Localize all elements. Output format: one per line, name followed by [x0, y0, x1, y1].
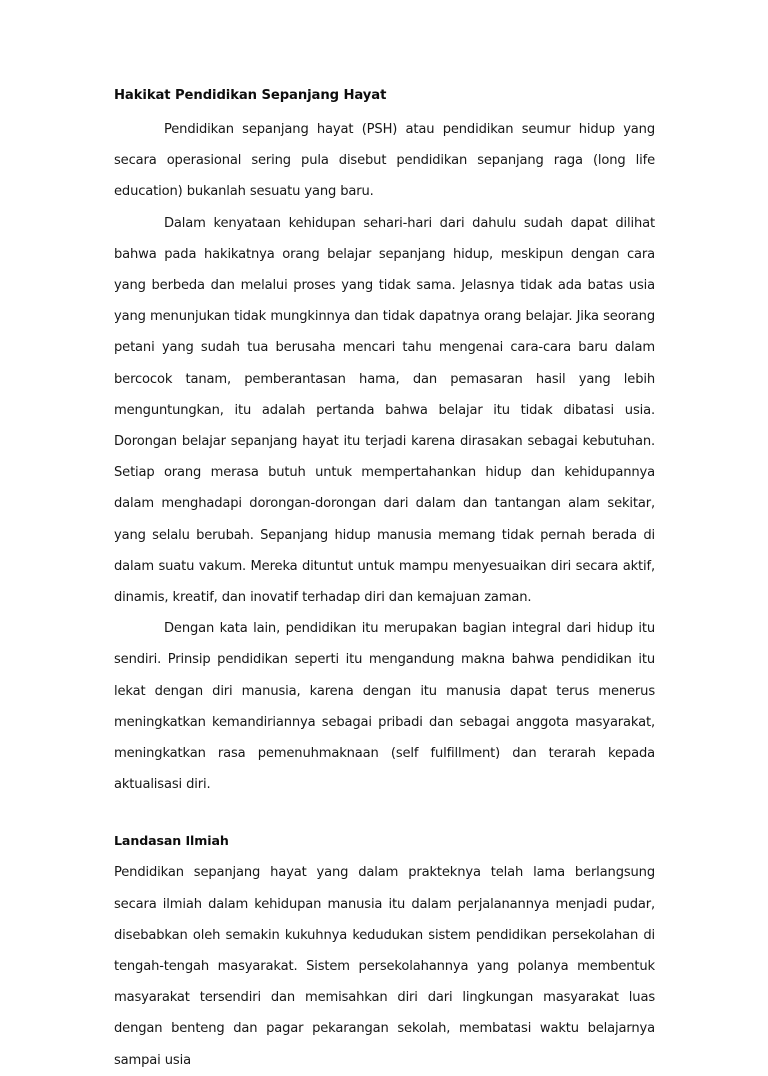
paragraph: Dengan kata lain, pendidikan itu merupakan bagian integral dari hidup itu sendiri. Prinsip pendidikan seperti itu mengandung makna bahwa pendidikan itu lekat dengan diri manusia, karena dengan itu manusia dapat terus menerus meningkatkan kemandiriannya sebagai pribadi dan sebagai anggota masyarakat, meningkatkan rasa pemenuhmaknaan (self fulfillment) dan terarah kepada aktualisasi diri. — [114, 621, 655, 793]
clipped-paragraph-block — [114, 857, 655, 1075]
document-text-column — [114, 86, 655, 1076]
paragraph: Dalam kenyataan kehidupan sehari-hari dari dahulu sudah dapat dilihat bahwa pada hakikatnya orang belajar sepanjang hidup, meskipun dengan cara yang berbeda dan melalui proses yang tidak sama. Jelasnya tidak ada batas usia yang menunjukan tidak mungkinnya dan tidak dapatnya orang belajar. Jika seorang petani yang sudah tua berusaha mencari tahu mengenai cara-cara baru dalam bercocok tanam, pemberantasan hama, dan pemasaran hasil yang lebih menguntungkan, itu adalah pertanda bahwa belajar itu tidak dibatasi usia. Dorongan belajar sepanjang hayat itu terjadi karena dirasakan sebagai kebutuhan. Setiap orang merasa butuh untuk mempertahankan hidup dan kehidupannya dalam menghadapi dorongan-dorongan dari dalam dan tantangan alam sekitar, yang selalu berubah. Sepanjang hidup manusia memang tidak pernah berada di dalam suatu vakum. Mereka dituntut untuk mampu menyesuaikan diri secara aktif, dinamis, kreatif, dan inovatif terhadap diri dan kemajuan zaman. — [114, 215, 655, 606]
paragraph: Pendidikan sepanjang hayat yang dalam prakteknya telah lama berlangsung secara ilmiah dalam kehidupan manusia itu dalam perjalanannya menjadi pudar, disebabkan oleh semakin kukuhnya kedudukan sistem pendidikan persekolahan di tengah-tengah masyarakat. Sistem persekolahannya yang polanya membentuk masyarakat tersendiri dan memisahkan diri dari lingkungan masyarakat luas dengan benteng dan pagar pekarangan sekolah, membatasi waktu belajarnya sampai usia — [114, 865, 655, 1068]
paragraph: Pendidikan sepanjang hayat (PSH) atau pendidikan seumur hidup yang secara operasional sering pula disebut pendidikan sepanjang raga (long life education) bukanlah sesuatu yang baru. — [114, 122, 655, 200]
section-heading-landasan-ilmiah: Landasan Ilmiah — [114, 833, 229, 849]
page-title: Hakikat Pendidikan Sepanjang Hayat — [114, 88, 387, 103]
paragraph-spacer — [114, 800, 655, 831]
